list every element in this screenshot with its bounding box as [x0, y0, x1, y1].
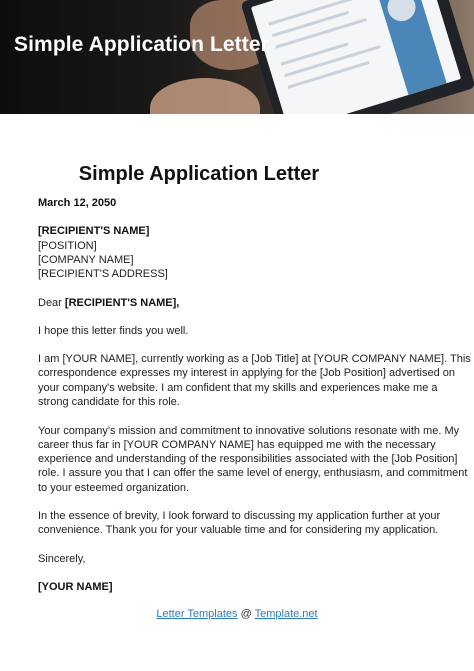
paragraph-1-line-1: I hope this letter finds you well.: [38, 325, 189, 337]
paragraph-3-line-3: experience and understanding of the responsibilities associated with the [Job Position]: [38, 453, 458, 465]
paragraph-2-line-2: correspondence expresses my interest in applying for the [Job Position] advertised on: [38, 367, 456, 379]
paragraph-3-line-5: to your esteemed organization.: [38, 482, 190, 494]
signature: [YOUR NAME]: [38, 581, 113, 593]
recipient-position: [POSITION]: [38, 240, 97, 252]
salutation-prefix: Dear: [38, 297, 65, 309]
paragraph-3-line-1: Your company's mission and commitment to innovative solutions resonate with me. My: [38, 425, 460, 437]
paragraph-2-line-3: your company's website. I am confident that my skills and experiences make me a: [38, 382, 438, 394]
document-title: Simple Application Letter: [78, 163, 320, 185]
recipient-address: [RECIPIENT'S ADDRESS]: [38, 268, 168, 280]
paragraph-4-line-1: In the essence of brevity, I look forward to discussing my application further at your: [38, 510, 441, 522]
paragraph-3-line-2: career thus far in [YOUR COMPANY NAME] has equipped me with the necessary: [38, 439, 436, 451]
paragraph-2-line-4: strong candidate for this role.: [38, 396, 180, 408]
footer-credit: [0, 608, 474, 620]
paragraph-2-line-1: I am [YOUR NAME], currently working as a [Job Title] at [YOUR COMPANY NAME]. This: [38, 353, 471, 365]
header-banner: [0, 0, 474, 114]
paragraph-4-line-2: convenience. Thank you for your valuable time and for considering my application.: [38, 524, 439, 536]
banner-title: Simple Application Letter: [14, 33, 269, 56]
letter-date: March 12, 2050: [38, 197, 117, 209]
salutation: [38, 296, 179, 311]
salutation-name: [RECIPIENT'S NAME],: [64, 297, 180, 309]
recipient-company: [COMPANY NAME]: [38, 254, 134, 266]
closing: Sincerely,: [38, 553, 86, 565]
letter-templates-link[interactable]: Letter Templates: [156, 608, 238, 620]
banner-photo-hand-lower: [150, 78, 260, 114]
footer-separator: @: [237, 608, 255, 620]
recipient-name: [RECIPIENT'S NAME]: [38, 225, 150, 237]
paragraph-3-line-4: role. I assure you that I can offer the same level of energy, enthusiasm, and commitment: [38, 467, 468, 479]
template-net-link[interactable]: Template.net: [254, 608, 318, 620]
